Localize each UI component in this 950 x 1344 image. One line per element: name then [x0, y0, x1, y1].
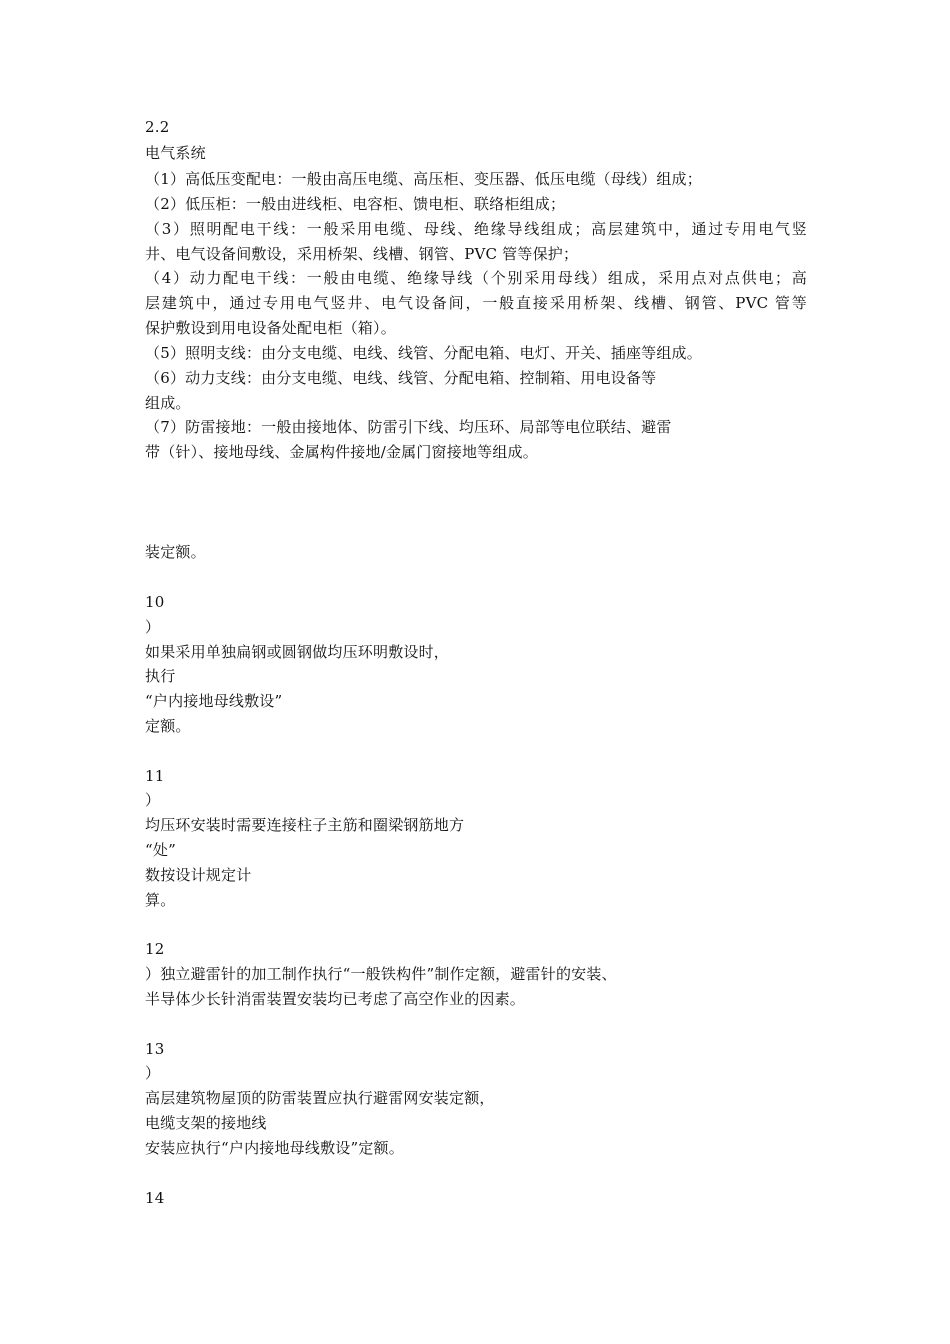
item-line: （7）防雷接地：一般由接地体、防雷引下线、均压环、局部等电位联结、避雷 — [145, 418, 672, 436]
item-line: 井、电气设备间敷设，采用桥架、线槽、钢管、PVC 管等保护； — [145, 245, 579, 263]
note-number: 10 — [145, 593, 165, 611]
note-line: 算。 — [145, 891, 176, 909]
note-line: ） — [145, 1064, 161, 1082]
note-line: 均压环安装时需要连接柱子主筋和圈梁钢筋地方 — [145, 816, 465, 834]
note-line: ） — [145, 791, 161, 809]
note-number: 13 — [145, 1040, 165, 1058]
section-title: 电气系统 — [145, 144, 206, 162]
item-line: 带（针）、接地母线、金属构件接地/金属门窗接地等组成。 — [145, 443, 538, 461]
note-number: 14 — [145, 1189, 165, 1207]
note-line: “处” — [145, 841, 176, 859]
note-line: 如果采用单独扁钢或圆钢做均压环明敷设时， — [145, 643, 450, 661]
note-line: 电缆支架的接地线 — [145, 1114, 267, 1132]
item-line: （4）动力配电干线：一般由电缆、绝缘导线（个别采用母线）组成，采用点对点供电；高 — [145, 269, 807, 287]
item-line: 层建筑中，通过专用电气竖井、电气设备间，一般直接采用桥架、线槽、钢管、PVC 管等 — [145, 294, 807, 312]
item-line: （3）照明配电干线：一般采用电缆、母线、绝缘导线组成；高层建筑中，通过专用电气竖 — [145, 220, 807, 238]
item-line: 保护敷设到用电设备处配电柜（箱）。 — [145, 319, 396, 337]
item-line: 组成。 — [145, 394, 191, 412]
note-line: 数按设计规定计 — [145, 866, 252, 884]
note-line: 定额。 — [145, 717, 191, 735]
note-line: ） — [145, 618, 161, 636]
note-line: “户内接地母线敷设” — [145, 692, 283, 710]
item-line: （5）照明支线：由分支电缆、电线、线管、分配电箱、电灯、开关、插座等组成。 — [145, 344, 702, 362]
item-line: （2）低压柜：一般由进线柜、电容柜、馈电柜、联络柜组成； — [145, 195, 566, 213]
note-line: 装定额。 — [145, 543, 206, 561]
note-line: 半导体少长针消雷装置安装均已考虑了高空作业的因素。 — [145, 990, 526, 1008]
note-line: 高层建筑物屋顶的防雷装置应执行避雷网安装定额， — [145, 1089, 495, 1107]
note-number: 11 — [145, 767, 165, 785]
note-number: 12 — [145, 940, 165, 958]
note-line: 执行 — [145, 667, 176, 685]
section-number: 2.2 — [145, 118, 170, 136]
note-line: 安装应执行“户内接地母线敷设”定额。 — [145, 1139, 404, 1157]
item-line: （1）高低压变配电：一般由高压电缆、高压柜、变压器、低压电缆（母线）组成； — [145, 170, 702, 188]
note-line: ）独立避雷针的加工制作执行“一般铁构件”制作定额，避雷针的安装、 — [145, 965, 617, 983]
item-line: （6）动力支线：由分支电缆、电线、线管、分配电箱、控制箱、用电设备等 — [145, 369, 657, 387]
